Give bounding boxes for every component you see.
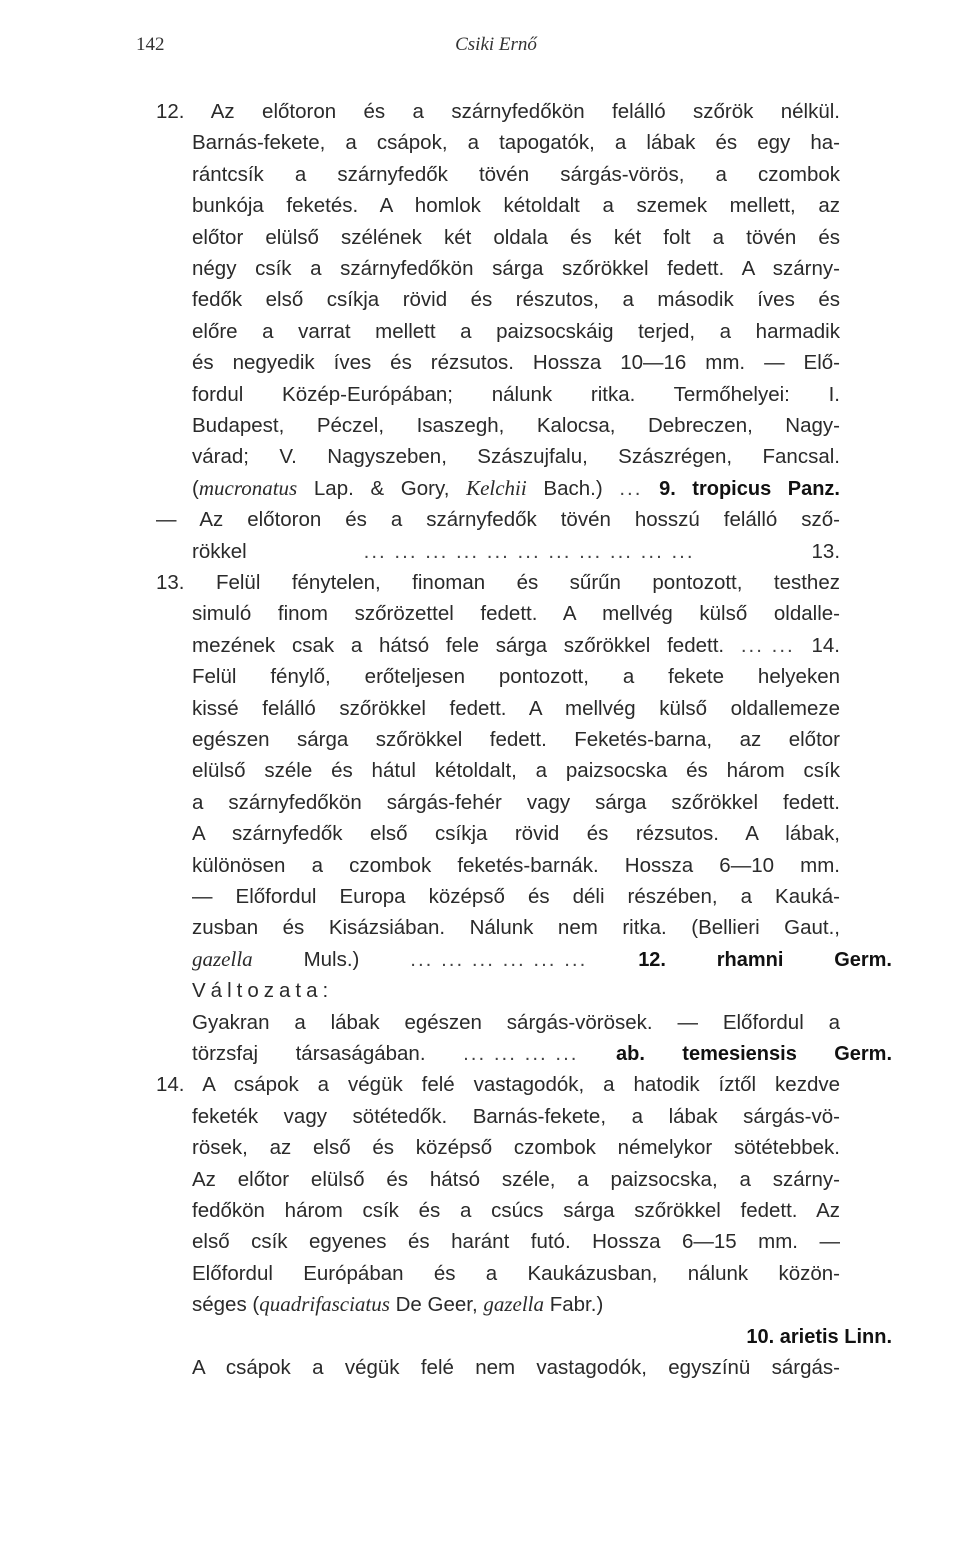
- text-line: [192, 630, 840, 661]
- text-line: fedőkön három csík és a csúcs sárga szőrökkel fedett. Az: [192, 1199, 840, 1222]
- text-line: Előfordul Európában és a Kaukázusban, nálunk közön-: [192, 1261, 840, 1285]
- text-line: [192, 1321, 892, 1352]
- text-line: rántcsík a szárnyfedők tövén sárgás-vörös, a czombok: [192, 162, 840, 186]
- text-fragment: Muls.): [252, 947, 360, 971]
- text-line: [192, 944, 892, 975]
- text-line: különösen a czombok feketés-barnák. Hossza 6—10 mm.: [192, 853, 840, 877]
- text-fragment: rökkel: [192, 539, 247, 563]
- species-name: 12. rhamni Germ.: [638, 948, 892, 971]
- species-synonym: mucronatus: [198, 475, 298, 500]
- leader-dots: ... ... ... ... ... ...: [410, 947, 588, 971]
- text-line: Barnás-fekete, a csápok, a tapogatók, a lábak és egy ha-: [192, 131, 840, 155]
- text-line: 12. Az előtoron és a szárnyfedőkön felálló szőrök nélkül.: [156, 100, 840, 123]
- text-line: a szárnyfedőkön sárgás-fehér vagy sárga szőrökkel fedett.: [192, 790, 840, 814]
- text-fragment: séges (: [192, 1293, 260, 1317]
- text-line: — Előfordul Europa középső és déli részében, a Kauká-: [192, 885, 840, 908]
- text-line: Az előtor elülső és hátsó széle, a paizsocska, a szárny-: [192, 1167, 840, 1191]
- species-synonym: Kelchii: [466, 475, 527, 500]
- variety-name: ab. temesiensis Germ.: [616, 1043, 893, 1065]
- text-fragment: mezének csak a hátsó fele sárga szőrökkel fedett.: [192, 633, 725, 657]
- text-line: [192, 1352, 840, 1383]
- text-line: Budapest, Péczel, Isaszegh, Kalocsa, Debreczen, Nagy-: [192, 414, 840, 437]
- text-line: fedők első csíkja rövid és részutos, a második íves és: [192, 288, 840, 312]
- leader-dots: ... ...: [740, 633, 795, 657]
- text-line: négy csík a szárnyfedőkön sárga szőrökkel fedett. A szárny-: [192, 257, 840, 280]
- text-fragment: A csápok a végük felé nem vastagodók, egyszínü sárgás-: [192, 1356, 840, 1379]
- text-line: [192, 536, 840, 567]
- page-header: [136, 34, 896, 62]
- text-line: kissé felálló szőrökkel fedett. A mellvég külső oldallemeze: [192, 696, 840, 720]
- leader-dots: ... ... ... ...: [463, 1042, 579, 1065]
- text-line: zusban és Kisázsiában. Nálunk nem ritka. (Bellieri Gaut.,: [192, 916, 840, 940]
- text-line: feketék vagy sötétedők. Barnás-fekete, a lábak sárgás-vö-: [192, 1104, 840, 1128]
- leader-dots: ... ... ... ... ... ... ... ... ... ... ...: [363, 539, 695, 563]
- key-reference-number: 14.: [811, 633, 840, 657]
- text-line: [192, 473, 840, 504]
- page-number: 142: [136, 34, 165, 55]
- text-line: előtor elülső szélének két oldala és két folt a tövén és: [192, 225, 840, 249]
- species-synonym: gazella: [192, 946, 253, 971]
- text-line: előre a varrat mellett a paizsocskáig terjed, a harmadik: [192, 319, 840, 343]
- text-line: elülső széle és hátul kétoldalt, a paizsocska és három csík: [192, 759, 840, 783]
- text-fragment: (: [192, 476, 199, 500]
- species-synonym: gazella: [483, 1292, 545, 1317]
- text-line: Gyakran a lábak egészen sárgás-vörösek. — Előfordul a: [192, 1010, 840, 1034]
- text-line: A szárnyfedők első csíkja rövid és rézsutos. A lábak,: [192, 822, 840, 846]
- text-line: simuló finom szőrözettel fedett. A mellvég külső oldalle-: [192, 602, 840, 626]
- text-line: [192, 1289, 840, 1320]
- text-line: Felül fénylő, erőteljesen pontozott, a fekete helyeken: [192, 665, 840, 689]
- text-line: 13. Felül fénytelen, finoman és sűrűn pontozott, testhez: [156, 571, 840, 594]
- species-name: 9. tropicus Panz.: [659, 477, 840, 500]
- key-reference-number: 13.: [811, 539, 841, 563]
- text-line: — Az előtoron és a szárnyfedők tövén hosszú felálló sző-: [156, 508, 840, 532]
- text-fragment: Fabr.): [544, 1293, 604, 1317]
- species-name: 10. arietis Linn.: [746, 1325, 892, 1348]
- text-line: egészen sárga szőrökkel fedett. Feketés-barna, az előtor: [192, 728, 840, 751]
- text-fragment: Lap. & Gory,: [297, 476, 467, 500]
- text-fragment: törzsfaj társaságában.: [192, 1042, 426, 1065]
- text-line: várad; V. Nagyszeben, Szászujfalu, Szászrégen, Fancsal.: [192, 445, 840, 469]
- species-synonym: quadrifasciatus: [259, 1292, 390, 1317]
- text-line: rösek, az első és középső czombok némelykor sötétebbek.: [192, 1136, 840, 1160]
- text-line: fordul Közép-Európában; nálunk ritka. Termőhelyei: I.: [192, 382, 840, 406]
- text-line: 14. A csápok a végük felé vastagodók, a hatodik íztől kezdve: [156, 1073, 840, 1097]
- text-line: [192, 1038, 892, 1069]
- variety-heading: Változata:: [192, 979, 334, 1003]
- running-title: Csiki Ernő: [455, 34, 537, 55]
- text-fragment: Bach.): [526, 476, 603, 500]
- text-line: bunkója feketés. A homlok kétoldalt a szemek mellett, az: [192, 194, 840, 218]
- text-line: első csík egyenes és haránt futó. Hossza 6—15 mm. —: [192, 1230, 840, 1254]
- text-line: és negyedik íves és rézsutos. Hossza 10—16 mm. — Elő-: [192, 351, 840, 375]
- text-fragment: De Geer,: [389, 1293, 484, 1317]
- leader-dots: ...: [619, 476, 643, 500]
